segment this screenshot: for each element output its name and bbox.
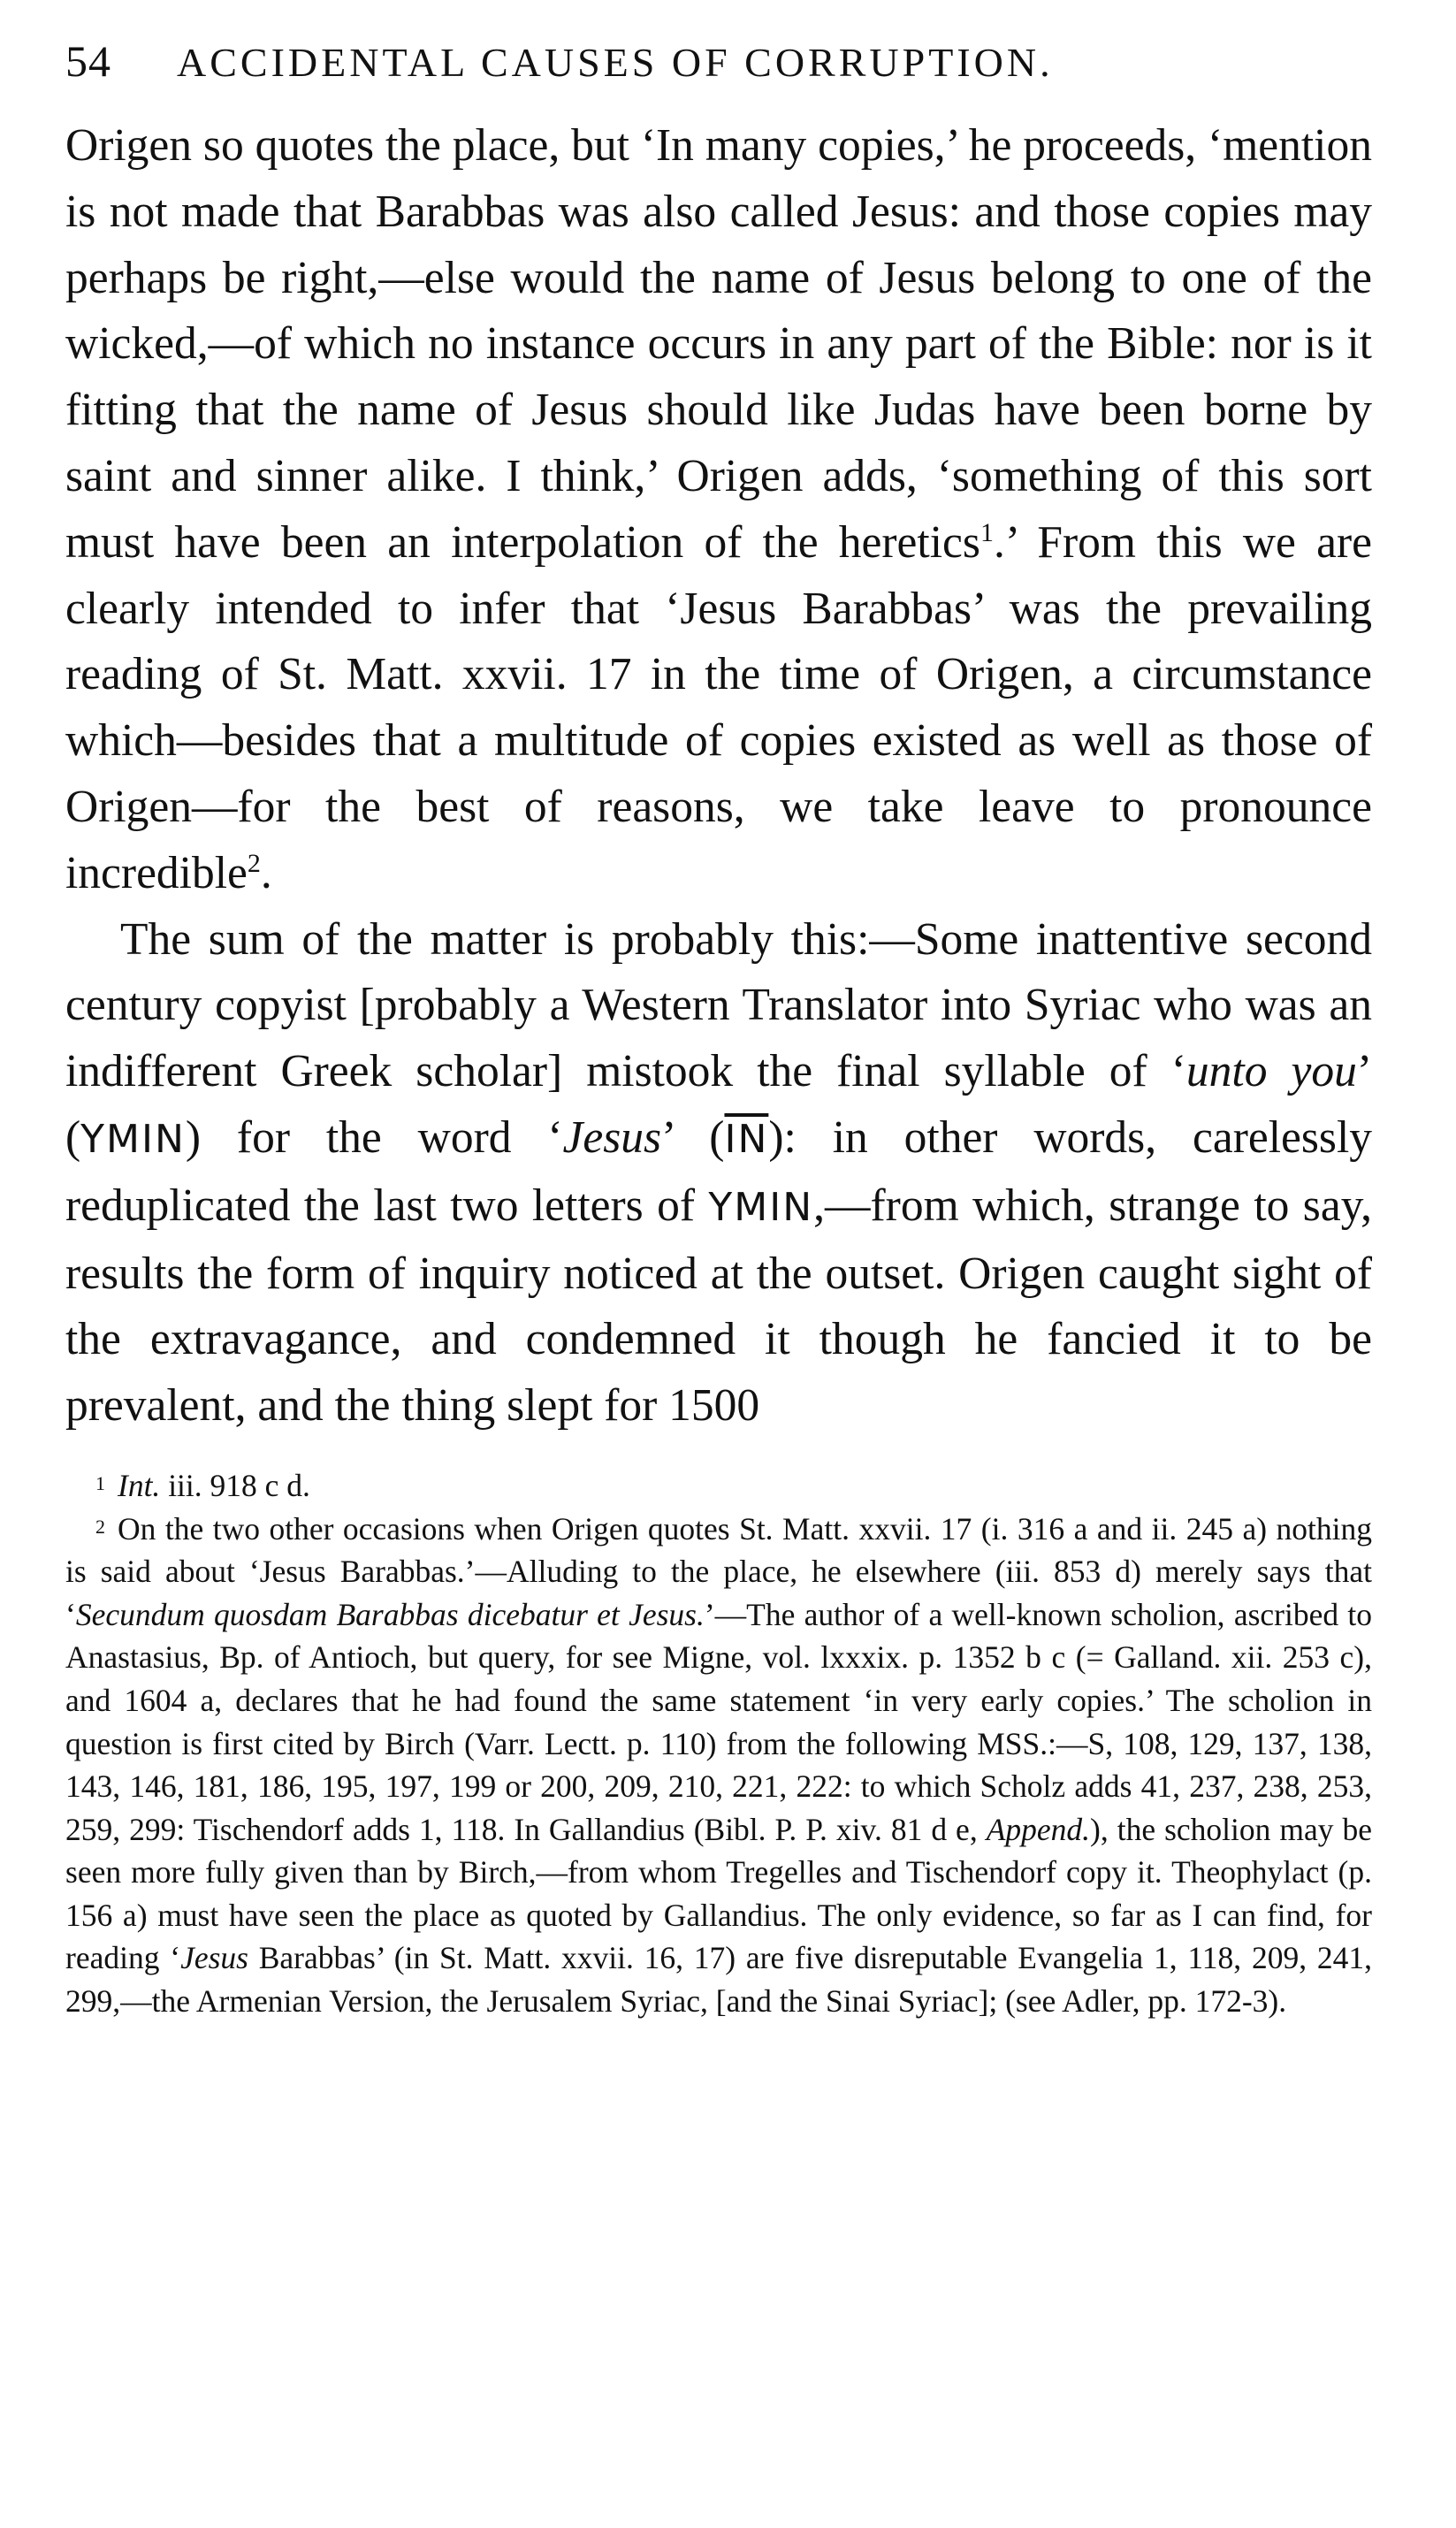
book-page <box>65 35 1372 2023</box>
paragraph-1-text-b: .’ From this we are clearly intended to infer that ‘Jesus Barabbas’ was the prevailing reading of St. Matt. xxvii. 17 in the time of Origen, a circumstance which—besides that a multitude of copies existed as well as those of Origen—for the best of reasons, we take leave to pronounce incredible <box>65 516 1372 898</box>
footnote-1-text: iii. 918 c d. <box>160 1467 310 1503</box>
paragraph-2-text-1: The sum of the matter is probably this:—Some inattentive second century copyist [probably a Western Translator into Syriac who was an indifferent Greek scholar] mistook the final syllable of ‘ <box>65 913 1372 1097</box>
footnote-2 <box>65 1508 1372 2023</box>
paragraph-1-text-a: Origen so quotes the place, but ‘In many copies,’ he proceeds, ‘mention is not made that Barabbas was also called Jesus: and those copies may perhaps be right,—else would the name of Jesus belong to one of the wicked,—of which no instance occurs in any part of the Bible: nor is it fitting that the name of Jesus should like Judas have been borne by saint and sinner alike. I think,’ Origen adds, ‘something of this sort must have been an interpolation of the heretics <box>65 120 1372 568</box>
paragraph-1-text-c: . <box>260 847 272 898</box>
footnotes <box>65 1464 1372 2023</box>
footnote-1-mark: 1 <box>95 1471 105 1494</box>
footnote-ref-1: 1 <box>980 517 994 547</box>
footnote-1-italic: Int. <box>118 1467 161 1503</box>
paragraph-1 <box>65 113 1372 907</box>
running-title: ACCIDENTAL CAUSES OF CORRUPTION. <box>177 40 1054 85</box>
greek-in-abbreviation: $\overline{IN}$ <box>724 1116 769 1162</box>
paragraph-2-text-2: ’ ( <box>65 1046 1373 1163</box>
footnote-2-text-4: Barabbas’ (in St. Matt. xxvii. 16, 17) are five disreputable Evangelia 1, 118, 209, 241, 299,—the Armenian Version, the Jerusalem Syriac, [and the Sinai Syriac]; (see Adler, pp. 172-3). <box>65 1940 1372 2020</box>
italic-jesus: Jesus <box>562 1111 662 1163</box>
italic-unto-you: unto you <box>1185 1046 1357 1097</box>
paragraph-2-text-5: ): in other words, carelessly reduplicated the last two letters of <box>65 1111 1373 1231</box>
footnote-2-italic-jesus: Jesus <box>180 1940 248 1976</box>
footnote-2-text-3: ), the scholion may be seen more fully given than by Birch,—from whom Tregelles and Tischendorf copy it. Theophylact (p. 156 a) must have seen the place as quoted by Gallandius. The only evidence, so far as I can find, for reading ‘ <box>65 1811 1372 1976</box>
running-header <box>65 35 1372 110</box>
footnote-2-italic-append: Append. <box>986 1811 1091 1847</box>
paragraph-2-text-6: ,—from which, strange to say, results the form of inquiry noticed at the outset. Origen caught sight of the extravagance, and condemned it though he fancied it to be prevalent, and the thing slept for 1500 <box>65 1180 1372 1432</box>
paragraph-2 <box>65 907 1372 1440</box>
footnote-ref-2: 2 <box>247 848 261 878</box>
footnote-2-text-1: On the two other occasions when Origen quotes St. Matt. xxvii. 17 (i. 316 a and ii. 245 a) nothing is said about ‘Jesus Barabbas.’—Alluding to the place, he elsewhere (iii. 853 d) merely says that ‘ <box>65 1510 1372 1632</box>
page-number: 54 <box>65 36 111 86</box>
greek-ymin-second: YMIN <box>708 1184 814 1230</box>
footnote-2-mark: 2 <box>95 1515 105 1538</box>
greek-ymin: YMIN <box>80 1116 186 1162</box>
main-text <box>65 113 1372 1440</box>
footnote-2-text-2: ’—The author of a well-known scholion, ascribed to Anastasius, Bp. of Antioch, but query, for see Migne, vol. lxxxix. p. 1352 b c (= Galland. xii. 253 c), and 1604 a, declares that he had found the same statement ‘in very early copies.’ The scholion in question is first cited by Birch (Varr. Lectt. p. 110) from the following MSS.:—S, 108, 129, 137, 138, 143, 146, 181, 186, 195, 197, 199 or 200, 209, 210, 221, 222: to which Scholz adds 41, 237, 238, 253, 259, 299: Tischendorf adds 1, 118. In Gallandius (Bibl. P. P. xiv. 81 d e, <box>65 1596 1372 1847</box>
footnote-2-italic-latin: Secundum quosdam Barabbas dicebatur et Jesus. <box>75 1596 705 1632</box>
footnote-1 <box>65 1464 1372 1508</box>
paragraph-2-text-3: ) for the word ‘ <box>185 1111 563 1163</box>
paragraph-2-text-4: ’ ( <box>661 1111 725 1163</box>
